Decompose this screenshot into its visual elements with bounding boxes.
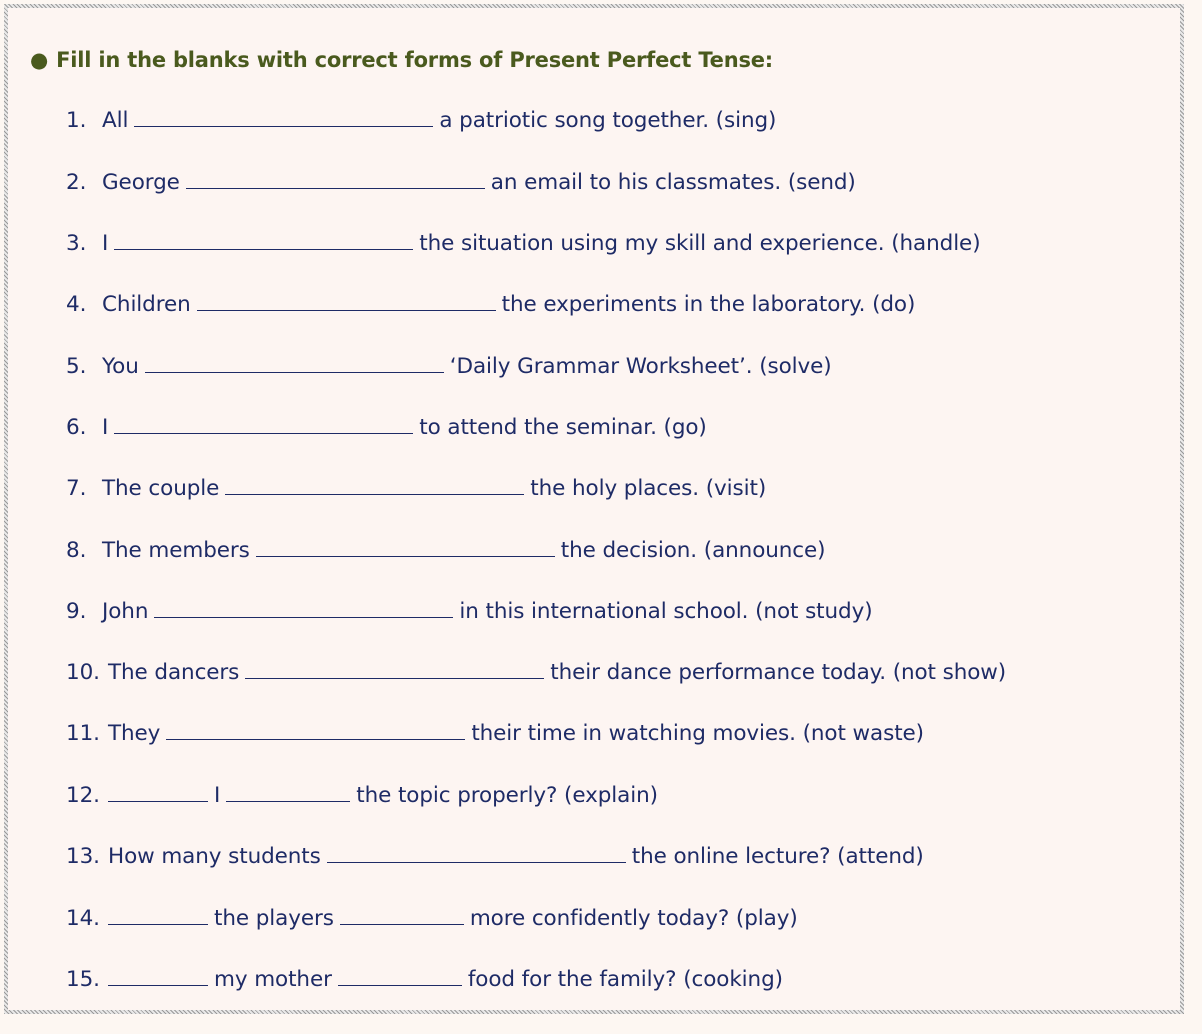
- question-text-middle: the players: [214, 906, 334, 931]
- question-3: [66, 229, 980, 259]
- question-text-before: You: [102, 354, 139, 379]
- answer-blank[interactable]: [108, 904, 208, 925]
- question-14: [66, 904, 798, 934]
- answer-blank[interactable]: [245, 658, 544, 679]
- question-10: [66, 658, 1006, 688]
- answer-blank[interactable]: [256, 536, 555, 557]
- question-text-before: I: [102, 415, 109, 440]
- question-text-middle: my mother: [214, 967, 332, 992]
- question-text-before: John: [102, 599, 149, 624]
- question-9: [66, 597, 873, 627]
- answer-blank[interactable]: [114, 413, 413, 434]
- question-text-before: All: [102, 108, 129, 133]
- question-number: 2.: [66, 170, 87, 195]
- question-text-after: the topic properly? (explain): [356, 783, 658, 808]
- question-text-after: their time in watching movies. (not waste): [471, 721, 924, 746]
- question-4: [66, 290, 915, 320]
- question-list: [8, 8, 1180, 1010]
- question-12: [66, 781, 658, 811]
- question-text-after: the decision. (announce): [560, 538, 826, 563]
- question-6: [66, 413, 707, 443]
- question-text-after: ‘Daily Grammar Worksheet’. (solve): [449, 354, 832, 379]
- answer-blank[interactable]: [166, 719, 465, 740]
- question-text-before: They: [108, 721, 161, 746]
- question-number: 6.: [66, 415, 87, 440]
- question-text-after: a patriotic song together. (sing): [439, 108, 777, 133]
- question-number: 10.: [66, 660, 100, 685]
- question-number: 1.: [66, 108, 87, 133]
- question-text-after: more confidently today? (play): [469, 906, 798, 931]
- question-text-after: the holy places. (visit): [530, 476, 767, 501]
- question-text-before: Children: [102, 292, 191, 317]
- question-number: 13.: [66, 844, 100, 869]
- answer-blank[interactable]: [114, 229, 413, 250]
- worksheet-frame: [4, 4, 1184, 1014]
- question-number: 14.: [66, 906, 100, 931]
- answer-blank[interactable]: [226, 781, 350, 802]
- answer-blank[interactable]: [145, 352, 444, 373]
- question-text-after: the situation using my skill and experience. (handle): [419, 231, 981, 256]
- question-number: 12.: [66, 783, 100, 808]
- answer-blank[interactable]: [340, 904, 464, 925]
- answer-blank[interactable]: [327, 842, 626, 863]
- question-15: [66, 965, 783, 995]
- question-text-after: food for the family? (cooking): [467, 967, 783, 992]
- question-number: 8.: [66, 538, 87, 563]
- title-text: Fill in the blanks with correct forms of Present Perfect Tense:: [56, 48, 773, 72]
- question-text-before: George: [102, 170, 180, 195]
- question-text-before: How many students: [108, 844, 321, 869]
- question-8: [66, 536, 825, 566]
- question-7: [66, 474, 766, 504]
- question-text-before: The couple: [102, 476, 220, 501]
- question-number: 3.: [66, 231, 87, 256]
- answer-blank[interactable]: [154, 597, 453, 618]
- answer-blank[interactable]: [197, 290, 496, 311]
- question-5: [66, 352, 832, 382]
- question-1: [66, 106, 776, 136]
- question-13: [66, 842, 924, 872]
- question-text-after: in this international school. (not study): [459, 599, 873, 624]
- bullet-icon: ●: [30, 48, 49, 72]
- question-text-after: the online lecture? (attend): [631, 844, 924, 869]
- answer-blank[interactable]: [338, 965, 462, 986]
- answer-blank[interactable]: [186, 168, 485, 189]
- question-number: 4.: [66, 292, 87, 317]
- question-number: 11.: [66, 721, 100, 746]
- answer-blank[interactable]: [134, 106, 433, 127]
- answer-blank[interactable]: [108, 965, 208, 986]
- question-text-after: to attend the seminar. (go): [419, 415, 707, 440]
- question-text-before: I: [102, 231, 109, 256]
- answer-blank[interactable]: [108, 781, 208, 802]
- answer-blank[interactable]: [225, 474, 524, 495]
- question-number: 7.: [66, 476, 87, 501]
- question-number: 15.: [66, 967, 100, 992]
- question-11: [66, 719, 924, 749]
- question-2: [66, 168, 856, 198]
- question-number: 9.: [66, 599, 87, 624]
- question-text-after: their dance performance today. (not show): [550, 660, 1007, 685]
- question-text-before: The dancers: [108, 660, 240, 685]
- question-number: 5.: [66, 354, 87, 379]
- question-text-after: an email to his classmates. (send): [490, 170, 856, 195]
- question-text-middle: I: [214, 783, 221, 808]
- question-text-after: the experiments in the laboratory. (do): [501, 292, 916, 317]
- question-text-before: The members: [102, 538, 250, 563]
